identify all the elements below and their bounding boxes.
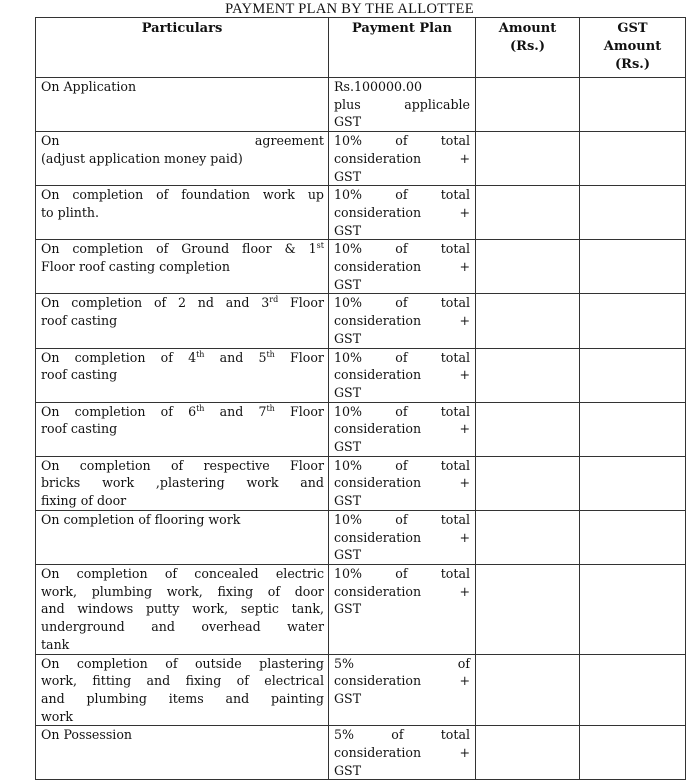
payment-plan-line: consideration + xyxy=(334,367,470,383)
gst-amount-cell xyxy=(580,510,686,564)
payment-plan-line: 10% of total xyxy=(334,403,470,419)
particulars-cell xyxy=(36,510,329,564)
particulars-line: On Application xyxy=(41,79,137,94)
gst-amount-cell xyxy=(580,564,686,654)
payment-plan-line: 5% of total xyxy=(334,727,470,743)
particulars-line: On completion of outside plastering xyxy=(41,655,324,671)
particulars-line: (adjust application money paid) xyxy=(41,150,243,166)
gst-amount-cell xyxy=(580,294,686,348)
particulars-line: and windows putty work, septic tank, xyxy=(41,601,324,617)
amount-cell xyxy=(476,186,580,240)
payment-plan-cell xyxy=(329,294,476,348)
gst-amount-cell xyxy=(580,654,686,726)
particulars-cell xyxy=(36,348,329,402)
header-gst-amount: GST Amount (Rs.) xyxy=(580,18,686,78)
particulars-line: On completion of concealed electric xyxy=(41,565,324,581)
gst-amount-cell xyxy=(580,348,686,402)
header-particulars: Particulars xyxy=(36,18,329,78)
gst-amount-cell xyxy=(580,186,686,240)
particulars-cell xyxy=(36,726,329,780)
particulars-line: fixing of door xyxy=(41,493,127,509)
gst-amount-cell xyxy=(580,726,686,780)
gst-amount-cell xyxy=(580,78,686,132)
payment-plan-line: Rs.100000.00 xyxy=(334,79,423,94)
payment-plan-line: consideration + xyxy=(334,204,470,220)
amount-cell xyxy=(476,348,580,402)
particulars-line: On completion of flooring work xyxy=(41,511,241,527)
amount-cell xyxy=(476,294,580,348)
payment-plan-line: consideration + xyxy=(334,475,470,491)
particulars-cell xyxy=(36,186,329,240)
payment-plan-line: GST xyxy=(334,330,362,346)
payment-plan-line: GST xyxy=(334,439,362,455)
payment-plan-line: 10% of total xyxy=(334,565,470,581)
payment-plan-line: GST xyxy=(334,276,362,292)
amount-cell xyxy=(476,78,580,132)
payment-plan-cell xyxy=(329,240,476,294)
gst-amount-cell xyxy=(580,240,686,294)
gst-amount-cell xyxy=(580,402,686,456)
payment-plan-line: 10% of total xyxy=(334,457,470,473)
payment-plan-line: GST xyxy=(334,168,362,184)
particulars-cell xyxy=(36,240,329,294)
particulars-line: to plinth. xyxy=(41,204,100,220)
amount-cell xyxy=(476,654,580,726)
particulars-line: roof casting xyxy=(41,367,118,383)
particulars-line: underground and overhead water xyxy=(41,619,324,635)
payment-plan-cell xyxy=(329,456,476,510)
payment-plan-cell xyxy=(329,348,476,402)
table-row xyxy=(36,402,686,456)
particulars-cell xyxy=(36,456,329,510)
header-amount: Amount (Rs.) xyxy=(476,18,580,78)
particulars-cell xyxy=(36,564,329,654)
payment-plan-line: consideration + xyxy=(334,150,470,166)
header-payment-plan: Payment Plan xyxy=(329,18,476,78)
payment-plan-table xyxy=(35,17,686,780)
table-row xyxy=(36,132,686,186)
table-row xyxy=(36,348,686,402)
table-row xyxy=(36,240,686,294)
table-row xyxy=(36,654,686,726)
payment-plan-cell xyxy=(329,402,476,456)
payment-plan-line: consideration + xyxy=(334,313,470,329)
particulars-line: Floor roof casting completion xyxy=(41,259,230,275)
particulars-line: roof casting xyxy=(41,313,118,329)
amount-cell xyxy=(476,564,580,654)
amount-cell xyxy=(476,726,580,780)
particulars-line: On Possession xyxy=(41,727,133,743)
payment-plan-line: 10% of total xyxy=(334,511,470,527)
payment-plan-line: 10% of total xyxy=(334,133,470,149)
payment-plan-line: GST xyxy=(334,690,362,706)
particulars-cell xyxy=(36,654,329,726)
payment-plan-cell xyxy=(329,78,476,132)
payment-plan-cell xyxy=(329,132,476,186)
payment-plan-line: GST xyxy=(334,114,362,130)
payment-plan-line: 10% of total xyxy=(334,187,470,203)
gst-amount-cell xyxy=(580,456,686,510)
table-row xyxy=(36,726,686,780)
payment-plan-line: GST xyxy=(334,762,362,778)
gst-amount-cell xyxy=(580,132,686,186)
payment-plan-line: GST xyxy=(334,547,362,563)
payment-plan-line: consideration + xyxy=(334,529,470,545)
particulars-line: bricks work ,plastering work and xyxy=(41,475,324,491)
page-title: PAYMENT PLAN BY THE ALLOTTEE xyxy=(225,1,474,17)
payment-plan-line: GST xyxy=(334,493,362,509)
table-row xyxy=(36,186,686,240)
particulars-cell xyxy=(36,132,329,186)
particulars-line: On completion of respective Floor xyxy=(41,457,324,473)
table-row xyxy=(36,456,686,510)
payment-plan-line: 10% of total xyxy=(334,349,470,365)
amount-cell xyxy=(476,510,580,564)
particulars-line: and plumbing items and painting xyxy=(41,690,324,706)
table-row xyxy=(36,78,686,132)
payment-plan-line: 10% of total xyxy=(334,295,470,311)
particulars-line: roof casting xyxy=(41,421,118,437)
amount-cell xyxy=(476,132,580,186)
particulars-cell xyxy=(36,402,329,456)
payment-plan-cell xyxy=(329,564,476,654)
payment-plan-line: GST xyxy=(334,222,362,238)
particulars-line: On completion of Ground floor & 1st xyxy=(41,241,324,257)
particulars-line: tank xyxy=(41,636,70,652)
table-row xyxy=(36,564,686,654)
payment-plan-line: 10% of total xyxy=(334,241,470,257)
payment-plan-line: 5% of xyxy=(334,655,470,671)
particulars-line: On completion of 2 nd and 3rd Floor xyxy=(41,295,324,311)
payment-plan-cell xyxy=(329,510,476,564)
particulars-cell xyxy=(36,78,329,132)
payment-plan-line: consideration + xyxy=(334,583,470,599)
amount-cell xyxy=(476,402,580,456)
payment-plan-line: GST xyxy=(334,384,362,400)
amount-cell xyxy=(476,456,580,510)
particulars-line: On completion of 6th and 7th Floor xyxy=(41,403,324,419)
payment-plan-cell xyxy=(329,186,476,240)
payment-plan-line: consideration + xyxy=(334,673,470,689)
payment-plan-line: consideration + xyxy=(334,421,470,437)
particulars-line: On agreement xyxy=(41,133,324,149)
particulars-line: work, fitting and fixing of electrical xyxy=(41,673,324,689)
particulars-line: work, plumbing work, fixing of door xyxy=(41,583,324,599)
payment-plan-line: plus applicable xyxy=(334,96,470,112)
particulars-line: On completion of foundation work up xyxy=(41,187,324,203)
payment-plan-cell xyxy=(329,726,476,780)
amount-cell xyxy=(476,240,580,294)
particulars-line: work xyxy=(41,708,74,724)
table-row xyxy=(36,510,686,564)
payment-plan-line: GST xyxy=(334,601,362,617)
particulars-line: On completion of 4th and 5th Floor xyxy=(41,349,324,365)
payment-plan-cell xyxy=(329,654,476,726)
payment-plan-line: consideration + xyxy=(334,745,470,761)
particulars-cell xyxy=(36,294,329,348)
table-row xyxy=(36,294,686,348)
payment-plan-line: consideration + xyxy=(334,259,470,275)
